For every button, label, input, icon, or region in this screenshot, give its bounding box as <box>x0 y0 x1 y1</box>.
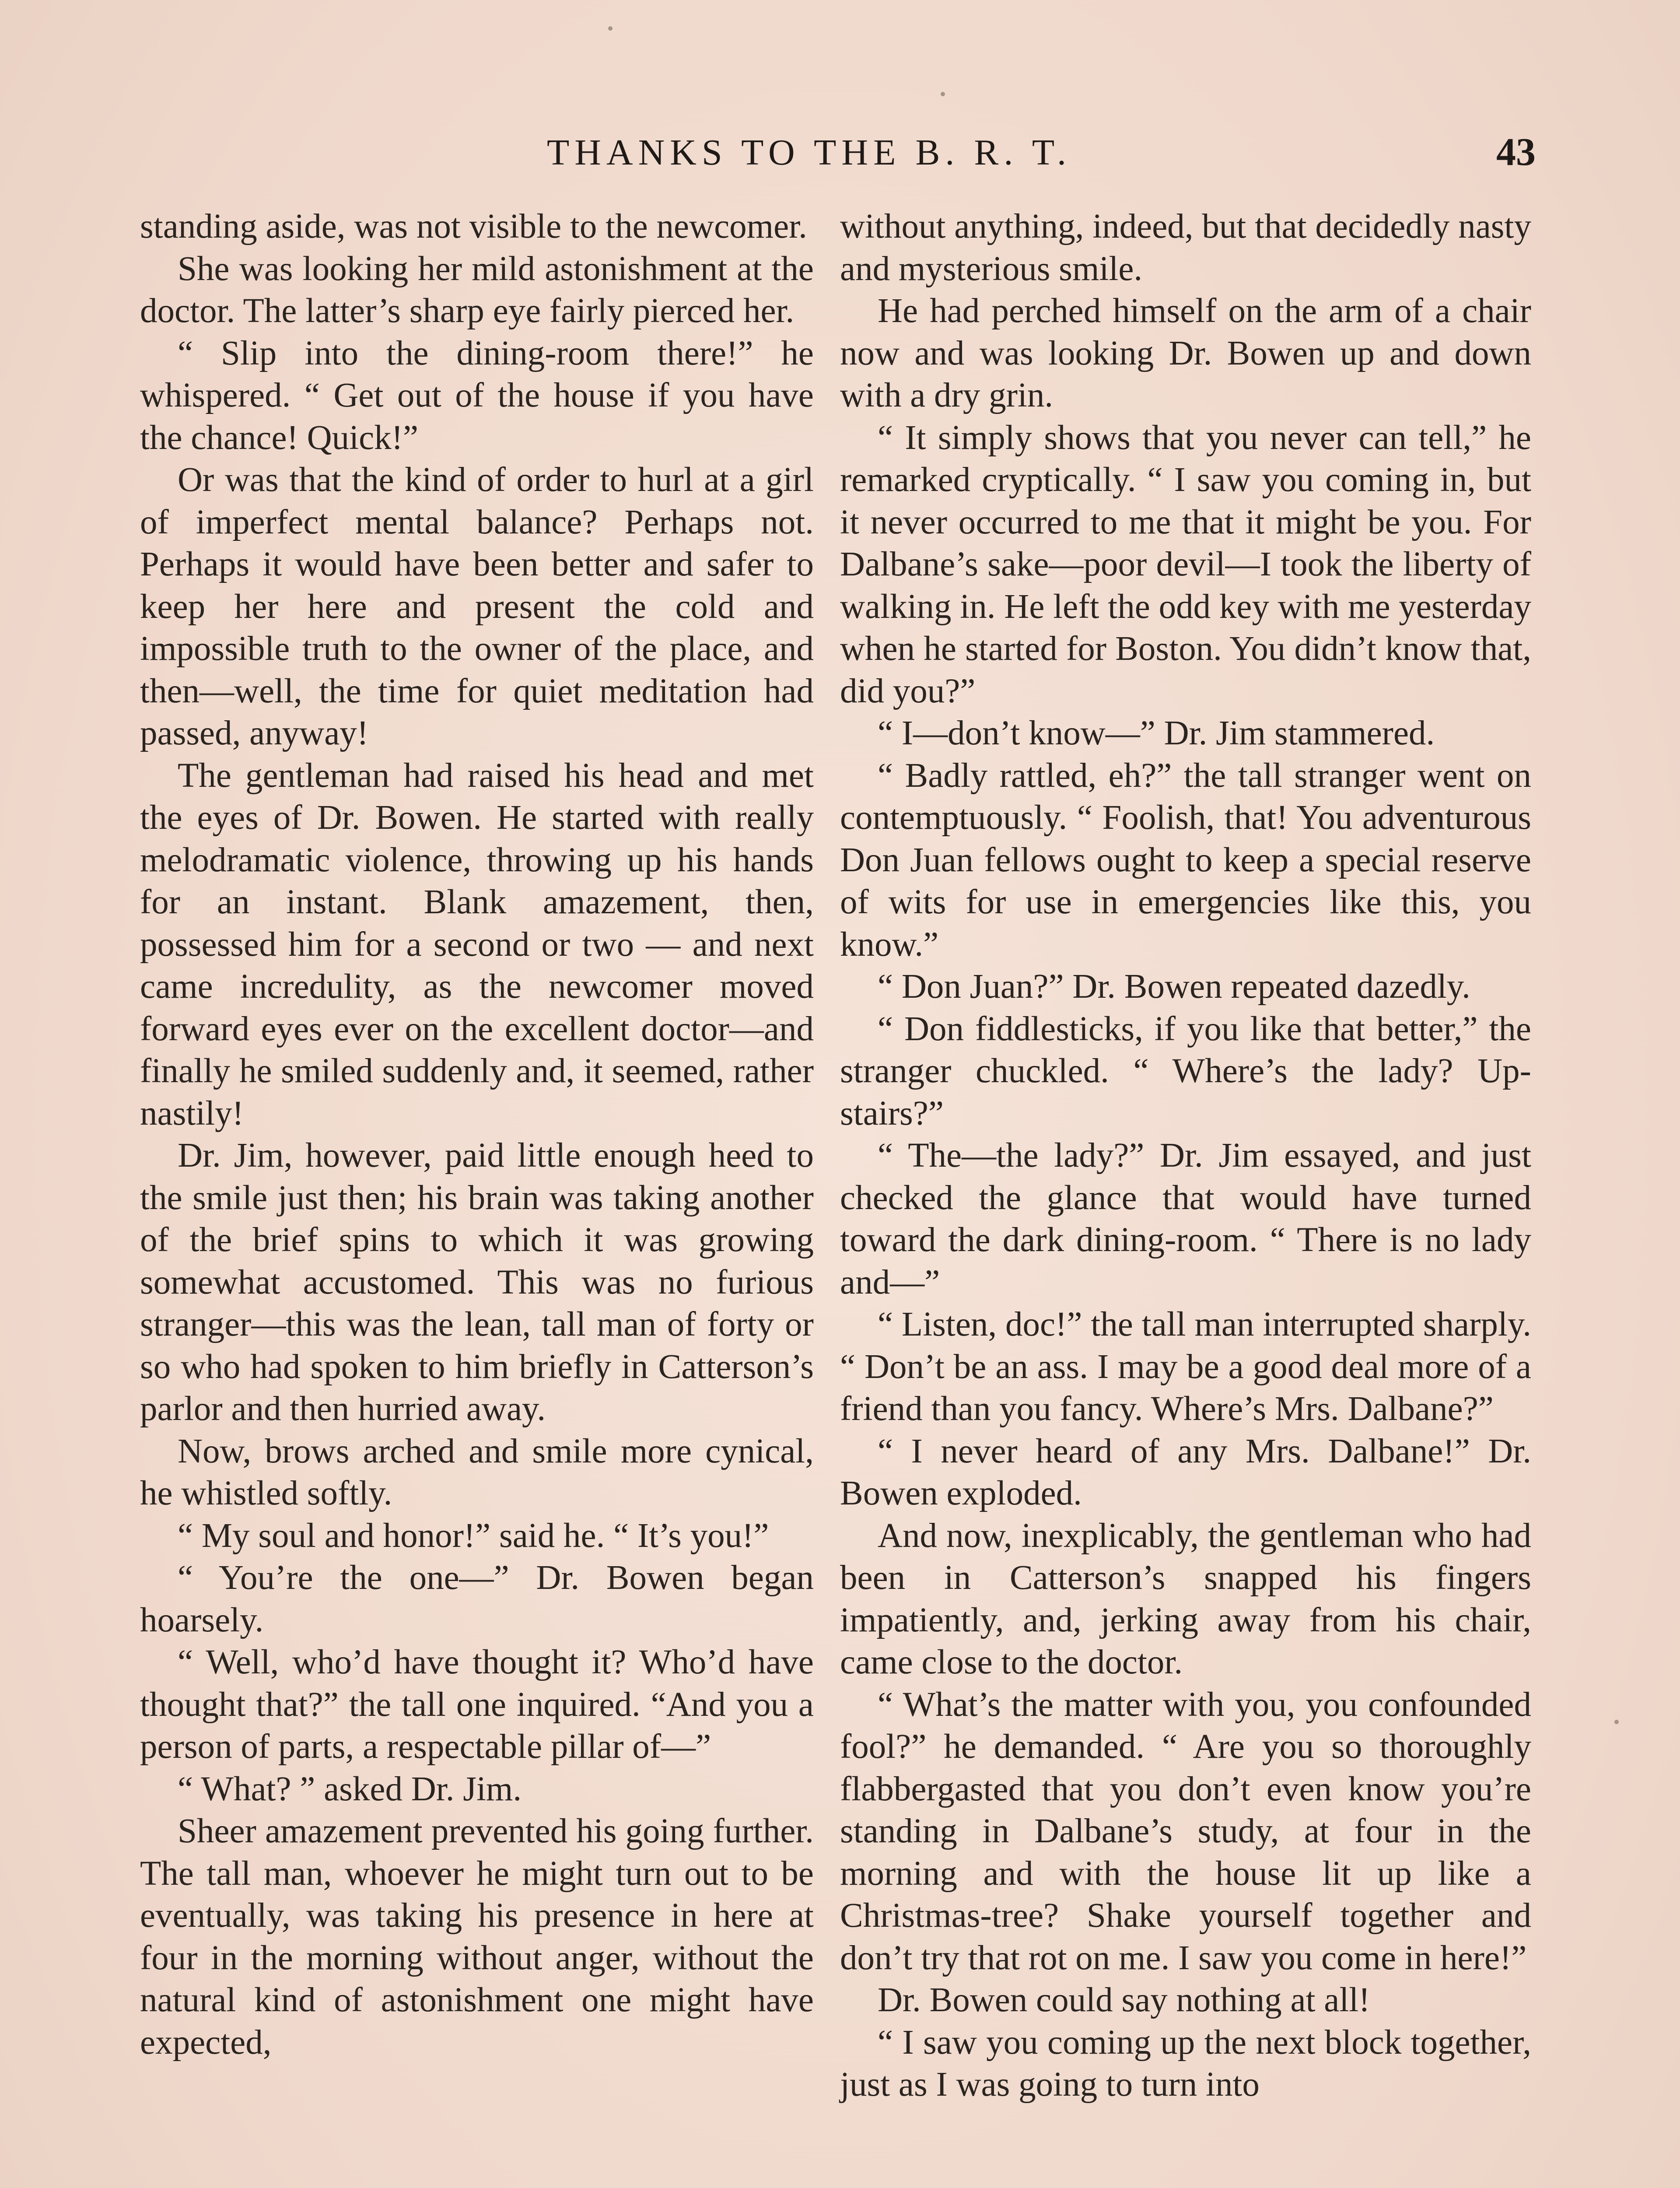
page-number: 43 <box>1496 130 1536 174</box>
paragraph: She was looking her mild astonishment at the doctor. The latter’s sharp eye fairly pierced her. <box>140 249 814 330</box>
print-speck <box>1614 1720 1619 1724</box>
paragraph: He had perched himself on the arm of a chair now and was looking Dr. Bowen up and down with a dry grin. <box>840 292 1531 414</box>
paragraph: “ You’re the one—” Dr. Bowen began hoarsely. <box>140 1559 814 1639</box>
paragraph: Dr. Bowen could say nothing at all! <box>878 1981 1370 2019</box>
print-speck <box>941 92 945 96</box>
paragraph: without anything, indeed, but that decidedly nasty and mysterious smile. <box>840 207 1531 288</box>
paragraph: “ My soul and honor!” said he. “ It’s you!” <box>178 1516 769 1555</box>
paragraph: Sheer amazement prevented his going further. The tall man, whoever he might turn out to be eventually, was taking his presence in here at four in the morning without anger, without the natural kind of astonishment one might have expected, <box>140 1812 814 2062</box>
paragraph: The gentleman had raised his head and met the eyes of Dr. Bowen. He started with really melodramatic violence, throwing up his hands for an instant. Blank amazement, then, possessed him for a second or two — and next came incredulity, as the newcomer moved forward eyes ever on the excellent doctor—and finally he smiled suddenly and, it seemed, rather nastily! <box>140 756 814 1133</box>
paragraph: “ Well, who’d have thought it? Who’d have thought that?” the tall one inquired. “And you a person of parts, a respectable pillar of—” <box>140 1643 814 1766</box>
paragraph: “ Badly rattled, eh?” the tall stranger went on contemptuously. “ Foolish, that! You adventurous Don Juan fellows ought to keep a special reserve of wits for use in emergencies like this, you know.” <box>840 756 1531 964</box>
text-column-left <box>140 206 814 2064</box>
paragraph: “ Don fiddlesticks, if you like that better,” the stranger chuckled. “ Where’s the lady? Up-stairs?” <box>840 1010 1531 1133</box>
paragraph: “ Listen, doc!” the tall man interrupted sharply. “ Don’t be an ass. I may be a good deal more of a friend than you fancy. Where’s Mrs. Dalbane?” <box>840 1305 1531 1428</box>
running-title: THANKS TO THE B. R. T. <box>547 132 1071 173</box>
paragraph: “ What’s the matter with you, you confounded fool?” he demanded. “ Are you so thoroughly flabbergasted that you don’t even know you’re standing in Dalbane’s study, at four in the morning and with the house lit up like a Christmas-tree? Shake yourself together and don’t try that rot on me. I saw you come in here!” <box>840 1685 1531 1977</box>
text-column-right <box>840 206 1531 2106</box>
paragraph: standing aside, was not visible to the newcomer. <box>140 207 807 245</box>
paragraph: Or was that the kind of order to hurl at a girl of imperfect mental balance? Perhaps not. Perhaps it would have been better and safer to keep her here and present the cold and impossible truth to the owner of the place, and then—well, the time for quiet meditation had passed, anyway! <box>140 461 814 752</box>
paragraph: Dr. Jim, however, paid little enough heed to the smile just then; his brain was taking another of the brief spins to which it was growing somewhat accustomed. This was no furious stranger—this was the lean, tall man of forty or so who had spoken to him briefly in Catterson’s parlor and then hurried away. <box>140 1136 814 1428</box>
paragraph: “ Slip into the dining-room there!” he whispered. “ Get out of the house if you have the chance! Quick!” <box>140 334 814 457</box>
paragraph: “ The—the lady?” Dr. Jim essayed, and just checked the glance that would have turned toward the dark dining-room. “ There is no lady and—” <box>840 1136 1531 1301</box>
print-speck <box>608 26 612 31</box>
paragraph: Now, brows arched and smile more cynical, he whistled softly. <box>140 1432 814 1512</box>
paragraph: “ It simply shows that you never can tell,” he remarked cryptically. “ I saw you coming in, but it never occurred to me that it might be you. For Dalbane’s sake—poor devil—I took the liberty of walking in. He left the odd key with me yesterday when he started for Boston. You didn’t know that, did you?” <box>840 418 1531 710</box>
paragraph: “ I never heard of any Mrs. Dalbane!” Dr. Bowen exploded. <box>840 1432 1531 1512</box>
paragraph: “ I saw you coming up the next block together, just as I was going to turn into <box>840 2023 1531 2104</box>
paragraph: “ I—don’t know—” Dr. Jim stammered. <box>878 714 1435 752</box>
paragraph: “ Don Juan?” Dr. Bowen repeated dazedly. <box>878 968 1470 1006</box>
paragraph: And now, inexplicably, the gentleman who had been in Catterson’s snapped his fingers impatiently, and, jerking away from his chair, came close to the doctor. <box>840 1516 1531 1681</box>
paragraph: “ What? ” asked Dr. Jim. <box>178 1770 522 1808</box>
